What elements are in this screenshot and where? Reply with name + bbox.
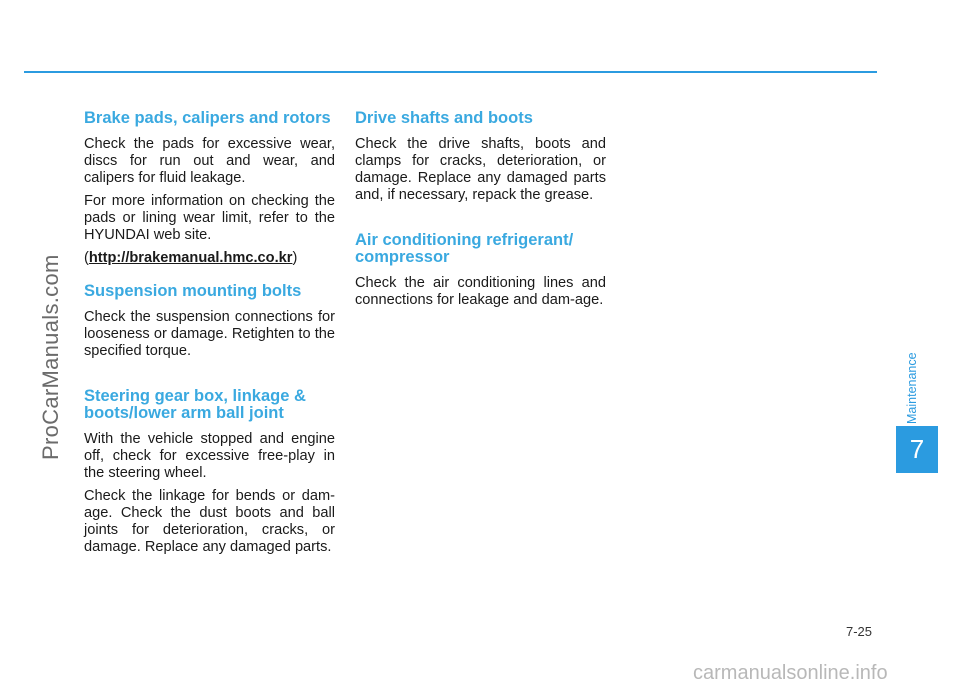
drive-paragraph-1: Check the drive shafts, boots and clamps for cracks, deterioration, or damage. Replace any damaged parts and, if necessary, repack the grease. — [355, 136, 606, 203]
brake-paragraph-2: For more information on checking the pads or lining wear limit, refer to the HYUNDAI web site. — [84, 193, 335, 243]
left-column — [84, 110, 335, 562]
suspension-paragraph-1: Check the suspension connections for looseness or damage. Retighten to the specified torque. — [84, 309, 335, 359]
brake-heading: Brake pads, calipers and rotors — [84, 109, 331, 127]
link-open-paren: ( — [84, 250, 89, 266]
aircon-section — [355, 232, 606, 309]
aircon-paragraph-1: Check the air conditioning lines and connections for leakage and dam-age. — [355, 275, 606, 308]
chapter-tab: 7 — [896, 426, 938, 473]
footer-watermark: carmanualsonline.info — [693, 662, 888, 684]
link-close-paren: ) — [292, 250, 298, 266]
side-watermark: ProCarManuals.com — [38, 254, 63, 460]
top-rule — [24, 71, 877, 73]
brake-section — [84, 110, 335, 267]
brake-manual-link[interactable]: http://brakemanual.hmc.co.kr — [88, 250, 293, 266]
drive-section — [355, 110, 606, 204]
aircon-heading: Air conditioning refrigerant/ compressor — [355, 231, 574, 266]
steering-paragraph-1: With the vehicle stopped and engine off, check for excessive free-play in the steering wheel. — [84, 431, 335, 481]
steering-section — [84, 388, 335, 556]
steering-paragraph-2: Check the linkage for bends or dam-age. Check the dust boots and ball joints for deterioration, cracks, or damage. Replace any damaged parts. — [84, 488, 335, 555]
section-label: Maintenance — [905, 352, 919, 424]
drive-heading: Drive shafts and boots — [355, 109, 533, 127]
brake-link-line — [84, 250, 335, 267]
right-column — [355, 110, 606, 315]
suspension-section — [84, 283, 335, 360]
suspension-heading: Suspension mounting bolts — [84, 282, 302, 300]
page-number: 7-25 — [846, 624, 873, 639]
steering-heading: Steering gear box, linkage & boots/lower arm ball joint — [84, 387, 306, 422]
brake-paragraph-1: Check the pads for excessive wear, discs for run out and wear, and calipers for fluid leakage. — [84, 136, 335, 186]
